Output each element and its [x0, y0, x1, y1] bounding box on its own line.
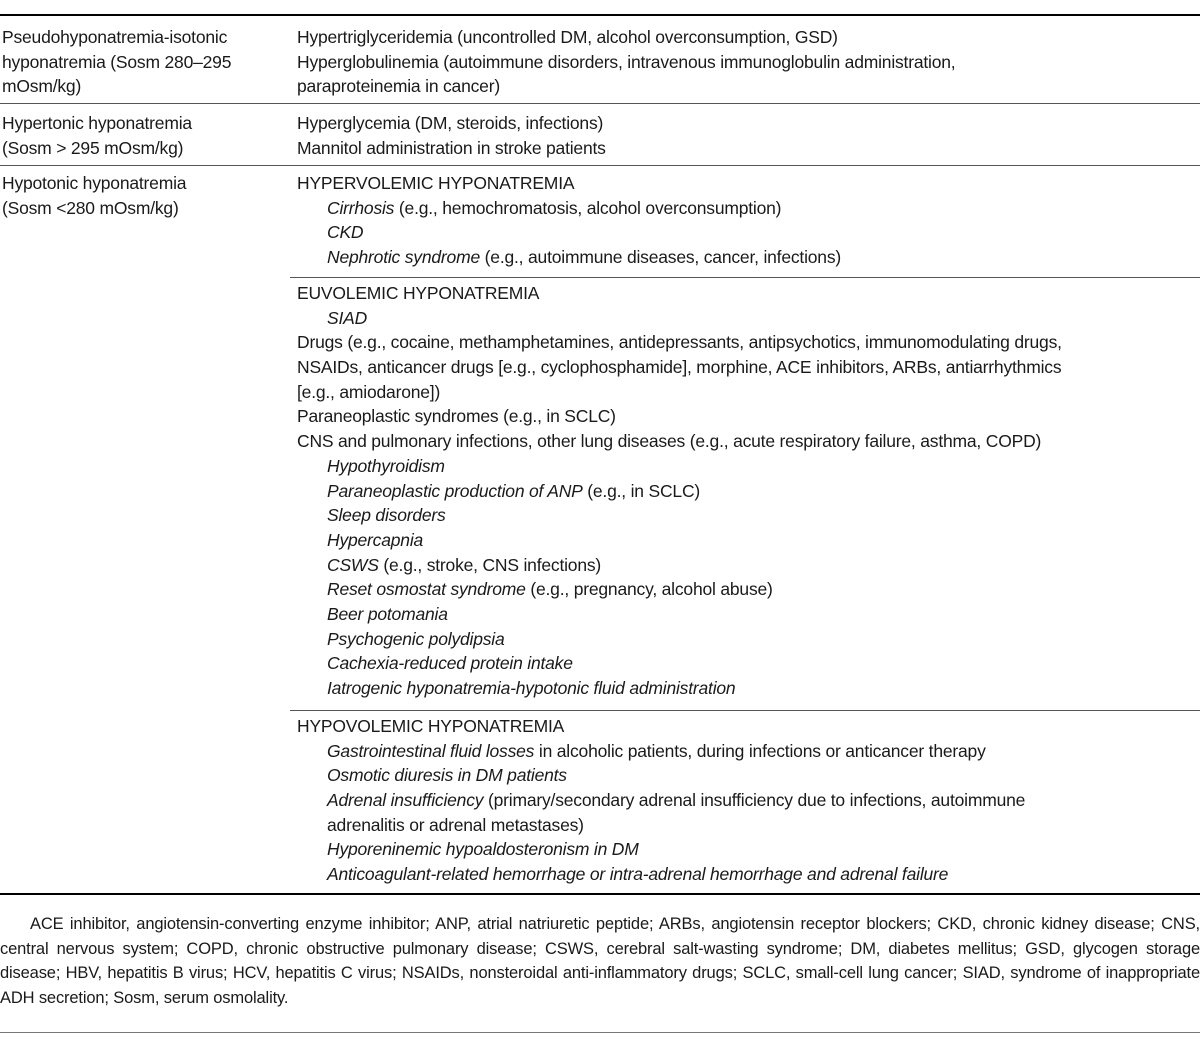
condition-name: Psychogenic polydipsia [327, 628, 505, 649]
cause-line [297, 111, 1197, 136]
condition-name: Sleep disorders [327, 505, 446, 526]
cause-line [297, 136, 1197, 161]
cause-text: (e.g., in SCLC) [582, 480, 701, 501]
cause-line [297, 788, 1197, 813]
row-1-causes [297, 25, 1197, 99]
subsection-divider [290, 710, 1200, 711]
cause-line [297, 281, 1197, 306]
cause-line [297, 171, 1197, 196]
category-line: (Sosm <280 mOsm/kg) [2, 197, 179, 218]
cause-line [297, 330, 1197, 355]
cause-line [297, 651, 1197, 676]
cause-text: (e.g., stroke, CNS infections) [378, 554, 602, 575]
row-2-causes [297, 111, 1197, 160]
category-line: mOsm/kg) [2, 76, 82, 97]
row-1-category [2, 25, 287, 99]
cause-line [297, 627, 1197, 652]
cause-text: NSAIDs, anticancer drugs [e.g., cyclophosphamide], morphine, ACE inhibitors, ARBs, antiarrhythmics [297, 357, 1062, 378]
condition-name: Hypercapnia [327, 529, 424, 550]
cause-text: Hyperglobulinemia (autoimmune disorders, intravenous immunoglobulin administration, [297, 51, 956, 72]
condition-name: Beer potomania [327, 603, 448, 624]
cause-text: (primary/secondary adrenal insufficiency due to infections, autoimmune [483, 790, 1026, 811]
row-3-category [2, 171, 287, 220]
hypovolemic-section [297, 714, 1197, 887]
cause-line [297, 813, 1197, 838]
row-2-category [2, 111, 287, 160]
page-bottom-rule [0, 1032, 1200, 1033]
category-line: (Sosm > 295 mOsm/kg) [2, 137, 184, 158]
category-line: Pseudohyponatremia-isotonic [2, 27, 228, 47]
table-footnote [0, 912, 1200, 1010]
category-line: hyponatremia (Sosm 280–295 [2, 51, 232, 72]
condition-name: Hyporeninemic hypoaldosteronism in DM [327, 839, 639, 860]
condition-name: Adrenal insufficiency [327, 790, 484, 811]
cause-line [297, 74, 1197, 99]
hypervolemic-section [297, 171, 1197, 270]
condition-name: CKD [327, 222, 364, 243]
cause-line [297, 553, 1197, 578]
cause-text: adrenalitis or adrenal metastases) [327, 814, 584, 835]
subsection-divider [290, 277, 1200, 278]
cause-text: HYPERVOLEMIC HYPONATREMIA [297, 173, 575, 193]
category-line: Hypertonic hyponatremia [2, 113, 192, 133]
cause-text: CNS and pulmonary infections, other lung diseases (e.g., acute respiratory failure, asthma, COPD) [297, 431, 1042, 452]
cause-line [297, 220, 1197, 245]
condition-name: Reset osmostat syndrome [327, 579, 526, 600]
cause-text: (e.g., pregnancy, alcohol abuse) [525, 579, 773, 600]
cause-line [297, 196, 1197, 221]
cause-line [297, 528, 1197, 553]
condition-name: Hypothyroidism [327, 455, 445, 476]
cause-line [297, 503, 1197, 528]
cause-line [297, 739, 1197, 764]
condition-name: Gastrointestinal fluid losses [327, 740, 535, 761]
cause-text: Paraneoplastic syndromes (e.g., in SCLC) [297, 406, 616, 427]
table-top-rule [0, 14, 1200, 16]
cause-line [297, 404, 1197, 429]
cause-line [297, 714, 1197, 739]
condition-name: Cirrhosis [327, 197, 395, 218]
cause-text: Drugs (e.g., cocaine, methamphetamines, antidepressants, antipsychotics, immunomodulating drugs, [297, 332, 1062, 353]
condition-name: CSWS [327, 554, 379, 575]
cause-line [297, 245, 1197, 270]
cause-text: Hyperglycemia (DM, steroids, infections) [297, 113, 604, 133]
euvolemic-section [297, 281, 1197, 701]
cause-text: in alcoholic patients, during infections or anticancer therapy [534, 740, 986, 761]
condition-name: Iatrogenic hyponatremia-hypotonic fluid administration [327, 678, 736, 698]
cause-line [297, 837, 1197, 862]
cause-text: [e.g., amiodarone]) [297, 381, 441, 402]
condition-name: Anticoagulant-related hemorrhage or intra-adrenal hemorrhage and adrenal failure [327, 864, 949, 885]
cause-text: EUVOLEMIC HYPONATREMIA [297, 283, 540, 303]
condition-name: Osmotic diuresis in DM patients [327, 765, 567, 786]
condition-name: Nephrotic syndrome [327, 247, 480, 268]
cause-line [297, 676, 1197, 701]
cause-line [297, 25, 1197, 50]
cause-line [297, 862, 1197, 887]
cause-text: paraproteinemia in cancer) [297, 76, 500, 97]
cause-line [297, 50, 1197, 75]
cause-text: Mannitol administration in stroke patients [297, 137, 606, 158]
cause-line [297, 454, 1197, 479]
condition-name: Cachexia-reduced protein intake [327, 653, 573, 674]
cause-line [297, 380, 1197, 405]
cause-line [297, 479, 1197, 504]
cause-text: (e.g., autoimmune diseases, cancer, infections) [480, 247, 842, 268]
condition-name: SIAD [327, 307, 368, 328]
cause-text: HYPOVOLEMIC HYPONATREMIA [297, 716, 565, 736]
row-divider [0, 103, 1200, 104]
cause-line [297, 306, 1197, 331]
cause-text: Hypertriglyceridemia (uncontrolled DM, alcohol overconsumption, GSD) [297, 27, 838, 47]
category-line: Hypotonic hyponatremia [2, 173, 187, 193]
cause-line [297, 763, 1197, 788]
cause-line [297, 355, 1197, 380]
footnote-text: ACE inhibitor, angiotensin-converting enzyme inhibitor; ANP, atrial natriuretic peptide; ARBs, angiotensin receptor blockers; CKD, chronic kidney disease; CNS, central nervous system; COPD, chronic obstructive pulmonary disease; CSWS, cerebral salt-wasting syndrome; DM, diabetes mellitus; GSD, glycogen storage disease; HBV, hepatitis B virus; HCV, hepatitis C virus; NSAIDs, nonsteroidal anti-inflammatory drugs; SCLC, small-cell lung cancer; SIAD, syndrome of inappropriate ADH secretion; Sosm, serum osmolality. [0, 915, 1200, 1007]
condition-name: Paraneoplastic production of ANP [327, 480, 583, 501]
cause-text: (e.g., hemochromatosis, alcohol overconsumption) [394, 197, 782, 218]
cause-line [297, 577, 1197, 602]
row-divider [0, 165, 1200, 166]
cause-line [297, 429, 1197, 454]
cause-line [297, 602, 1197, 627]
table-bottom-rule [0, 893, 1200, 895]
